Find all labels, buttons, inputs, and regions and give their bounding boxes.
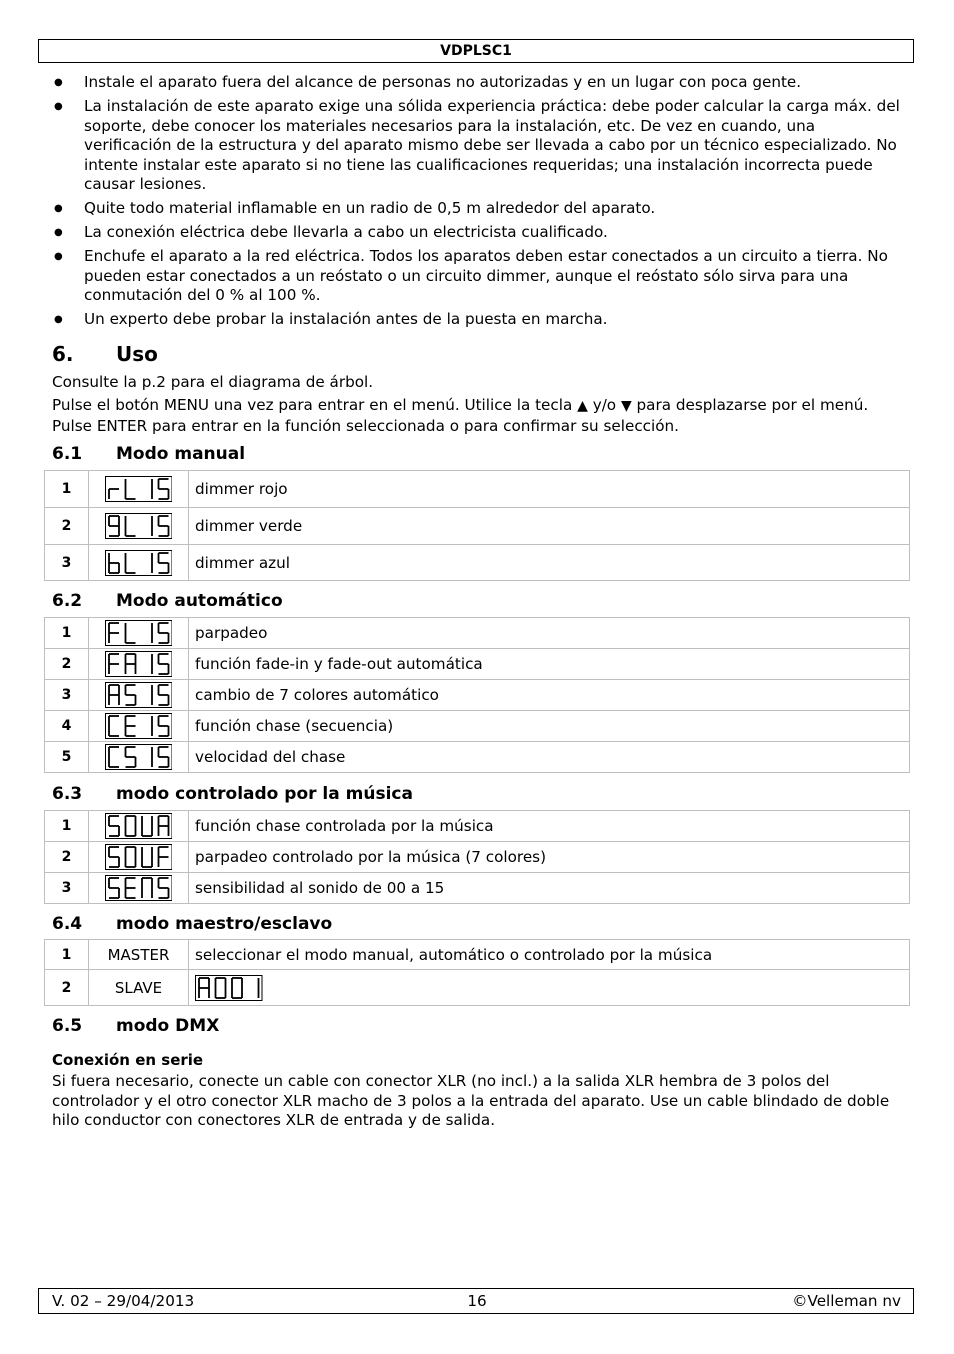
table-row: 2 SLAVE: [45, 970, 910, 1006]
master-slave-table: [44, 939, 910, 1006]
page-header: [38, 39, 914, 63]
bullet-item: ● La instalación de este aparato exige una sólida experiencia práctica: debe poder calcular la carga máx. del soporte, debe conocer los materiales necesarios para la instalación, etc. De vez en cuando, una verificación de la estructura y del aparato mismo debe ser llevada a cabo por un técnico especializado. No intente instalar este aparato si no tiene las cualificaciones requeridas; una instalación incorrecta puede causar lesiones.: [52, 97, 902, 195]
table-row: 5 velocidad del chase: [45, 742, 910, 773]
safety-bullet-list: [52, 73, 902, 334]
section-heading-6-5: 6.5 modo DMX: [52, 1016, 220, 1036]
segment-display-icon: [105, 620, 173, 646]
section-heading-6-1: 6.1 Modo manual: [52, 444, 246, 464]
dmx-paragraph: Si fuera necesario, conecte un cable con conector XLR (no incl.) a la salida XLR hembra de 3 polos del controlador y el otro conector XLR macho de 3 polos a la entrada del aparato. Use un cable blindado de doble hilo conductor con conectores XLR de entrada y de salida.: [52, 1072, 890, 1129]
segment-display-icon: [105, 476, 173, 502]
down-arrow-icon: ▼: [620, 398, 632, 414]
table-row: 1 parpadeo: [45, 618, 910, 649]
segment-display-icon: [105, 651, 173, 677]
bullet-item: ● Instale el aparato fuera del alcance de personas no autorizadas y en un lugar con poca gente.: [52, 73, 902, 93]
segment-display-icon: [105, 713, 173, 739]
bullet-item: ● Enchufe el aparato a la red eléctrica. Todos los aparatos deben estar conectados a un circuito a tierra. No pueden estar conectados a un reóstato o un circuito dimmer, aunque el reóstato sólo sirva para una conmutación del 0 % al 100 %.: [52, 247, 902, 306]
version-date: V. 02 – 29/04/2013: [52, 1292, 195, 1310]
intro-paragraph-1: Consulte la p.2 para el diagrama de árbol.: [52, 373, 374, 391]
segment-display-icon: [105, 513, 173, 539]
bullet-item: ● Quite todo material inflamable en un radio de 0,5 m alrededor del aparato.: [52, 199, 902, 219]
segment-display-icon: [195, 975, 263, 1001]
table-row: 1 función chase controlada por la música: [45, 811, 910, 842]
page-footer: [38, 1288, 914, 1314]
segment-display-icon: [105, 813, 173, 839]
segment-display-icon: [105, 744, 173, 770]
page-number: 16: [467, 1292, 487, 1310]
segment-display-icon: [105, 875, 173, 901]
section-heading-6-3: 6.3 modo controlado por la música: [52, 784, 413, 804]
music-mode-table: [44, 810, 910, 904]
table-row: 2 dimmer verde: [45, 508, 910, 545]
table-row: 3 cambio de 7 colores automático: [45, 680, 910, 711]
auto-mode-table: [44, 617, 910, 773]
intro-paragraph-2: Pulse el botón MENU una vez para entrar en el menú. Utilice la tecla ▲ y/o ▼ para desplazarse por el menú. Pulse ENTER para entrar en la función seleccionada o para confirmar su selección.: [52, 396, 869, 435]
table-row: 4 función chase (secuencia): [45, 711, 910, 742]
section-heading-6-4: 6.4 modo maestro/esclavo: [52, 914, 333, 934]
section-heading-6-2: 6.2 Modo automático: [52, 591, 283, 611]
section-heading-6: 6. Uso: [52, 342, 158, 366]
segment-display-icon: [105, 844, 173, 870]
table-row: 1 MASTER seleccionar el modo manual, automático o controlado por la música: [45, 940, 910, 970]
bullet-item: ● Un experto debe probar la instalación antes de la puesta en marcha.: [52, 310, 902, 330]
segment-display-icon: [105, 682, 173, 708]
table-row: 1 dimmer rojo: [45, 471, 910, 508]
bullet-item: ● La conexión eléctrica debe llevarla a cabo un electricista cualificado.: [52, 223, 902, 243]
table-row: 3 sensibilidad al sonido de 00 a 15: [45, 873, 910, 904]
copyright: ©Velleman nv: [792, 1292, 901, 1310]
table-row: 3 dimmer azul: [45, 545, 910, 581]
up-arrow-icon: ▲: [577, 398, 588, 414]
manual-mode-table: [44, 470, 910, 581]
table-row: 2 parpadeo controlado por la música (7 colores): [45, 842, 910, 873]
subheading-serial-connection: Conexión en serie: [52, 1051, 204, 1069]
segment-display-icon: [105, 550, 173, 576]
table-row: 2 función fade-in y fade-out automática: [45, 649, 910, 680]
model-name: VDPLSC1: [440, 43, 512, 59]
